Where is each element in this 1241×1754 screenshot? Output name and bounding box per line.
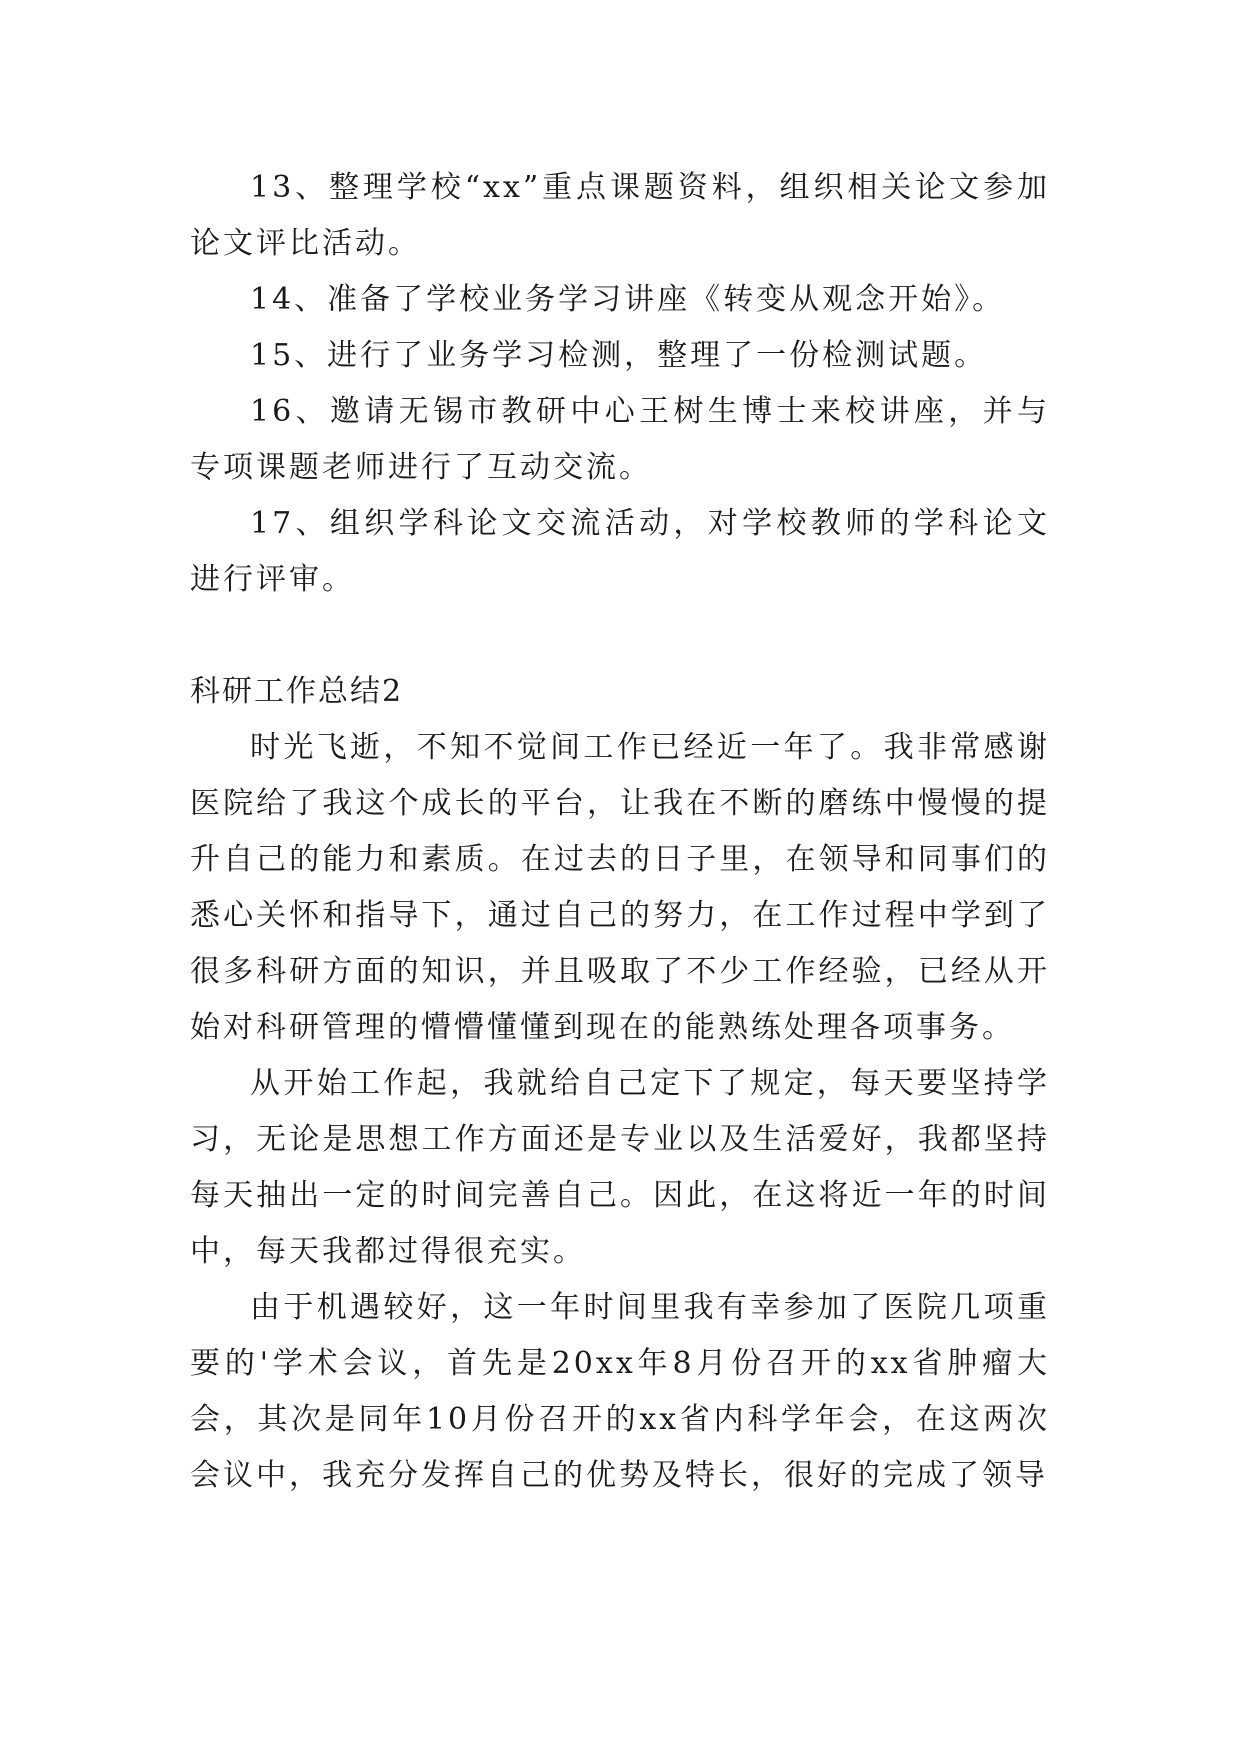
- document-page: [190, 160, 1050, 1504]
- body-paragraph-2: 从开始工作起，我就给自己定下了规定，每天要坚持学习，无论是思想工作方面还是专业以及生活爱好，我都坚持每天抽出一定的时间完善自己。因此，在这将近一年的时间中，每天我都过得很充实。: [190, 1066, 1050, 1269]
- list-item-15: 15、进行了业务学习检测，整理了一份检测试题。: [250, 338, 988, 373]
- body-paragraph-3: 由于机遇较好，这一年时间里我有幸参加了医院几项重要的'学术会议，首先是20xx年8月份召开的xx省肿瘤大会，其次是同年10月份召开的xx省内科学年会，在这两次会议中，我充分发挥自己的优势及特长，很好的完成了领导: [190, 1290, 1050, 1493]
- list-item-17: 17、组织学科论文交流活动，对学校教师的学科论文进行评审。: [190, 506, 1050, 597]
- list-item-14: 14、准备了学校业务学习讲座《转变从观念开始》。: [250, 282, 1006, 317]
- list-item-13: 13、整理学校“xx”重点课题资料，组织相关论文参加论文评比活动。: [190, 170, 1050, 261]
- body-paragraph-1: 时光飞逝，不知不觉间工作已经近一年了。我非常感谢医院给了我这个成长的平台，让我在不断的磨练中慢慢的提升自己的能力和素质。在过去的日子里，在领导和同事们的悉心关怀和指导下，通过自己的努力，在工作过程中学到了很多科研方面的知识，并且吸取了不少工作经验，已经从开始对科研管理的懵懵懂懂到现在的能熟练处理各项事务。: [190, 730, 1050, 1045]
- section-title: 科研工作总结2: [190, 674, 404, 709]
- list-item-16: 16、邀请无锡市教研中心王树生博士来校讲座，并与专项课题老师进行了互动交流。: [190, 394, 1050, 485]
